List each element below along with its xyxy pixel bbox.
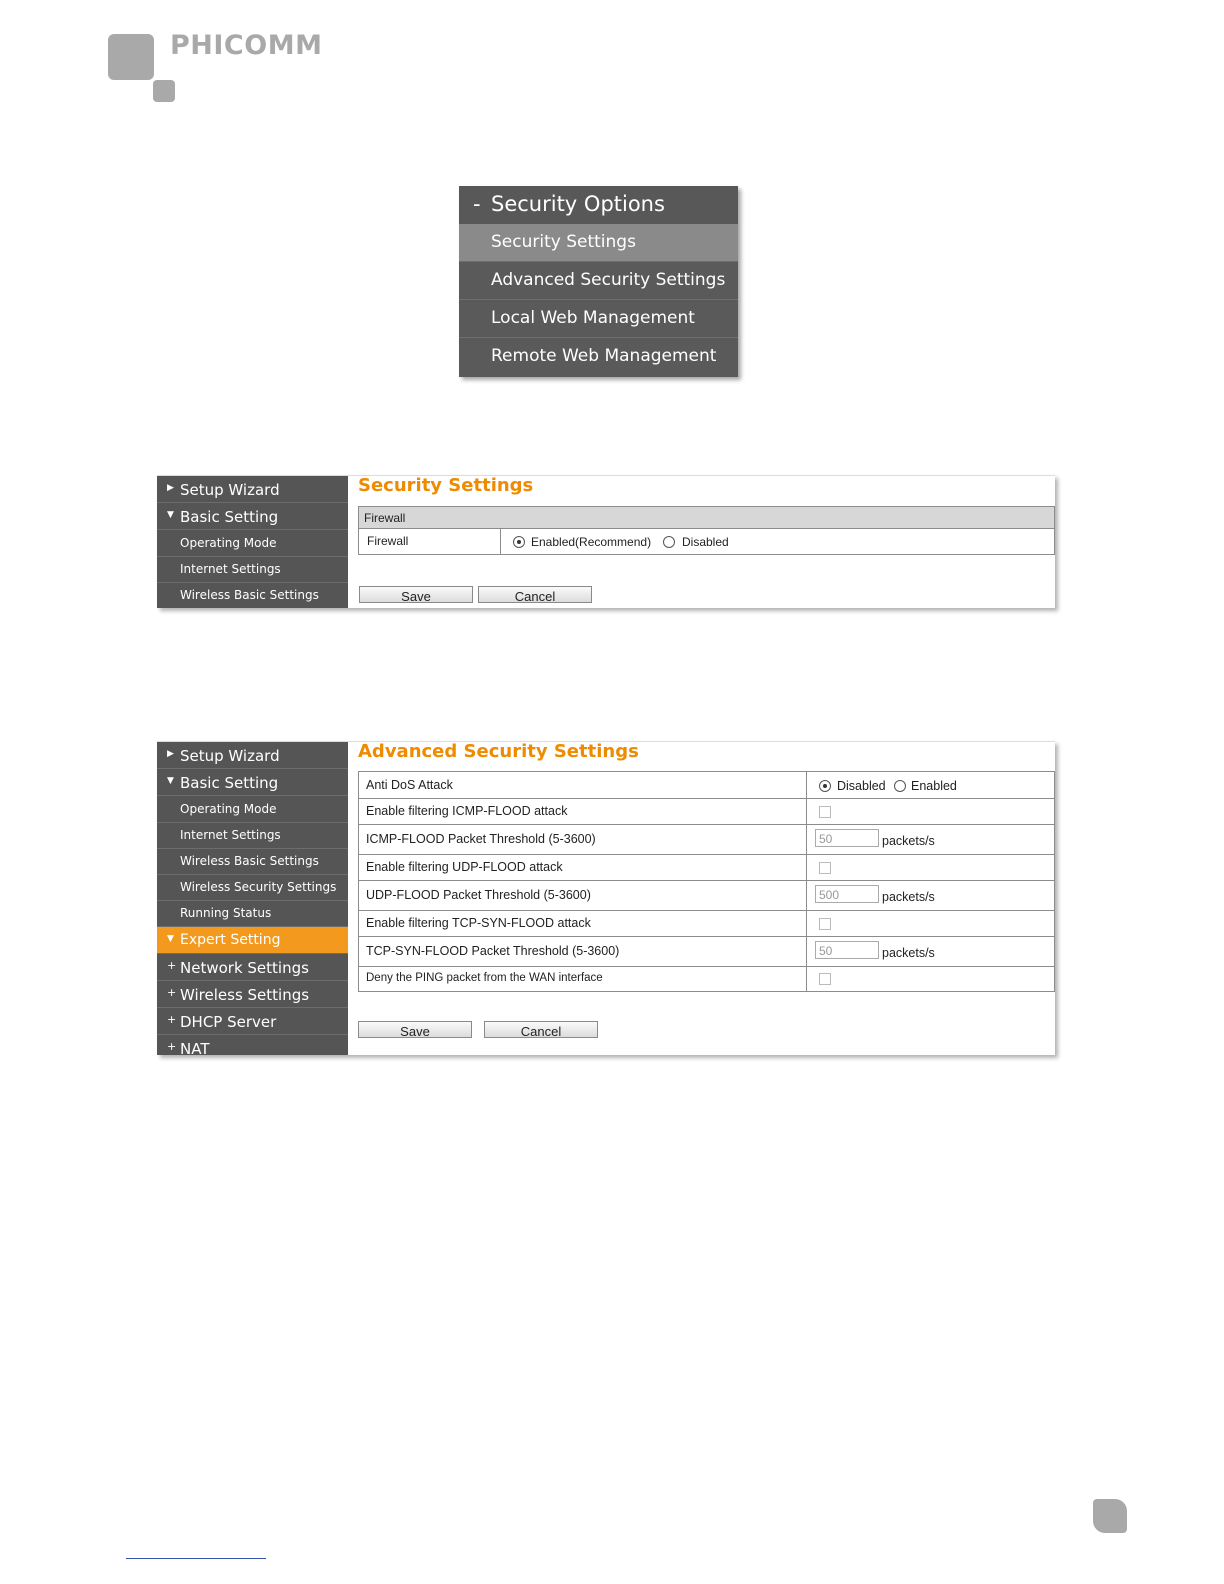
plus-icon: + <box>167 1040 177 1053</box>
firewall-disabled-label: Disabled <box>682 535 729 549</box>
sidebar-item-label: Wireless Basic Settings <box>180 854 319 868</box>
sidebar-item-nat[interactable] <box>157 1035 348 1058</box>
brand-name: PHICOMM <box>170 30 323 61</box>
sidebar <box>157 742 348 1058</box>
cancel-button[interactable]: Cancel <box>484 1021 598 1038</box>
sidebar-item-network-settings[interactable] <box>157 954 348 981</box>
chevron-down-icon: ▼ <box>167 934 174 944</box>
sidebar-item-label: Running Status <box>180 906 272 920</box>
anti-dos-enabled-label: Enabled <box>911 779 957 793</box>
sidebar-item-operating-mode[interactable] <box>157 530 348 557</box>
unit-label: packets/s <box>882 946 935 960</box>
sidebar-item-wireless-basic-settings[interactable] <box>157 848 348 875</box>
collapse-icon: - <box>473 192 481 216</box>
sidebar <box>157 476 348 608</box>
unit-label: packets/s <box>882 834 935 848</box>
sidebar-item-internet-settings[interactable] <box>157 822 348 849</box>
sidebar-item-label: Setup Wizard <box>180 481 280 499</box>
row-label: ICMP-FLOOD Packet Threshold (5-3600) <box>366 832 596 846</box>
cancel-button[interactable]: Cancel <box>478 586 592 603</box>
sidebar-item-label: DHCP Server <box>180 1013 277 1031</box>
sidebar-item-label: Network Settings <box>180 959 309 977</box>
page-title: Advanced Security Settings <box>358 741 639 762</box>
anti-dos-enabled-radio[interactable] <box>894 780 906 792</box>
deny-ping-checkbox[interactable] <box>819 973 831 985</box>
advanced-security-settings-panel <box>157 741 1055 1058</box>
table-row <box>359 937 1054 967</box>
menu-item-label: Security Settings <box>491 232 636 252</box>
sidebar-item-operating-mode[interactable] <box>157 796 348 823</box>
chevron-right-icon: ▶ <box>167 483 174 493</box>
firewall-label: Firewall <box>367 534 409 548</box>
sidebar-item-label: Setup Wizard <box>180 747 280 765</box>
sidebar-item-label: Basic Setting <box>180 774 279 792</box>
row-label: Enable filtering ICMP-FLOOD attack <box>366 804 568 818</box>
table-row <box>359 911 1054 937</box>
table-row <box>359 799 1054 825</box>
sidebar-item-label: NAT <box>180 1040 210 1058</box>
tcp-syn-flood-checkbox[interactable] <box>819 918 831 930</box>
advanced-settings-table <box>358 771 1055 992</box>
row-label: UDP-FLOOD Packet Threshold (5-3600) <box>366 888 591 902</box>
udp-flood-checkbox[interactable] <box>819 862 831 874</box>
sidebar-item-label: Operating Mode <box>180 802 277 816</box>
row-label: TCP-SYN-FLOOD Packet Threshold (5-3600) <box>366 944 620 958</box>
tcp-syn-threshold-input[interactable]: 50 <box>815 941 879 959</box>
firewall-enabled-radio[interactable] <box>513 536 525 548</box>
row-label: Enable filtering TCP-SYN-FLOOD attack <box>366 916 591 930</box>
anti-dos-disabled-label: Disabled <box>837 779 886 793</box>
sidebar-item-label: Wireless Basic Settings <box>180 588 319 602</box>
sidebar-item-basic-setting[interactable] <box>157 503 348 530</box>
sidebar-item-setup-wizard[interactable] <box>157 476 348 503</box>
sidebar-item-label: Internet Settings <box>180 828 281 842</box>
menu-header[interactable] <box>459 186 738 225</box>
sidebar-item-label: Basic Setting <box>180 508 279 526</box>
sidebar-item-label: Internet Settings <box>180 562 281 576</box>
row-label: Anti DoS Attack <box>366 778 453 792</box>
menu-item-advanced-security-settings[interactable] <box>459 262 738 300</box>
plus-icon: + <box>167 959 177 972</box>
anti-dos-disabled-radio[interactable] <box>819 780 831 792</box>
table-row <box>359 825 1054 855</box>
firewall-disabled-radio[interactable] <box>663 536 675 548</box>
menu-item-security-settings[interactable] <box>459 224 738 262</box>
page-title: Security Settings <box>358 475 534 496</box>
security-settings-panel <box>157 475 1055 608</box>
unit-label: packets/s <box>882 890 935 904</box>
chevron-down-icon: ▼ <box>167 510 174 520</box>
firewall-row <box>358 529 1055 555</box>
section-header-label: Firewall <box>364 511 406 525</box>
icmp-threshold-input[interactable]: 50 <box>815 829 879 847</box>
section-header <box>358 506 1055 529</box>
icmp-flood-checkbox[interactable] <box>819 806 831 818</box>
menu-item-local-web-management[interactable] <box>459 300 738 338</box>
table-row <box>359 967 1054 991</box>
logo-mark-small <box>153 80 175 102</box>
sidebar-item-running-status[interactable] <box>157 900 348 927</box>
sidebar-item-basic-setting[interactable] <box>157 769 348 796</box>
security-options-menu <box>459 186 738 377</box>
plus-icon: + <box>167 1013 177 1026</box>
sidebar-item-setup-wizard[interactable] <box>157 742 348 769</box>
sidebar-item-label: Expert Setting <box>180 932 281 948</box>
menu-item-label: Advanced Security Settings <box>491 270 726 290</box>
table-row <box>359 772 1054 799</box>
table-row <box>359 881 1054 911</box>
firewall-enabled-label: Enabled(Recommend) <box>531 535 652 549</box>
save-button[interactable]: Save <box>358 1021 472 1038</box>
logo-mark-large <box>108 34 154 80</box>
chevron-down-icon: ▼ <box>167 776 174 786</box>
sidebar-item-internet-settings[interactable] <box>157 556 348 583</box>
menu-item-label: Local Web Management <box>491 308 695 328</box>
sidebar-item-label: Wireless Security Settings <box>180 880 337 894</box>
plus-icon: + <box>167 986 177 999</box>
sidebar-item-label: Operating Mode <box>180 536 277 550</box>
sidebar-item-label: Wireless Settings <box>180 986 310 1004</box>
page-corner-tab <box>1093 1499 1127 1533</box>
cell-divider <box>500 529 501 554</box>
row-label: Deny the PING packet from the WAN interface <box>366 972 603 984</box>
sidebar-item-wireless-security-settings[interactable] <box>157 874 348 901</box>
menu-item-label: Remote Web Management <box>491 346 717 366</box>
sidebar-item-wireless-basic-settings[interactable] <box>157 582 348 608</box>
menu-item-remote-web-management[interactable] <box>459 338 738 375</box>
udp-threshold-input[interactable]: 500 <box>815 885 879 903</box>
row-label: Enable filtering UDP-FLOOD attack <box>366 860 563 874</box>
footer-rule <box>126 1558 266 1559</box>
menu-header-label: Security Options <box>491 192 665 216</box>
save-button[interactable]: Save <box>359 586 473 603</box>
sidebar-item-wireless-settings[interactable] <box>157 981 348 1008</box>
sidebar-item-expert-setting[interactable] <box>157 927 348 954</box>
table-row <box>359 855 1054 881</box>
chevron-right-icon: ▶ <box>167 749 174 759</box>
sidebar-item-dhcp-server[interactable] <box>157 1008 348 1035</box>
